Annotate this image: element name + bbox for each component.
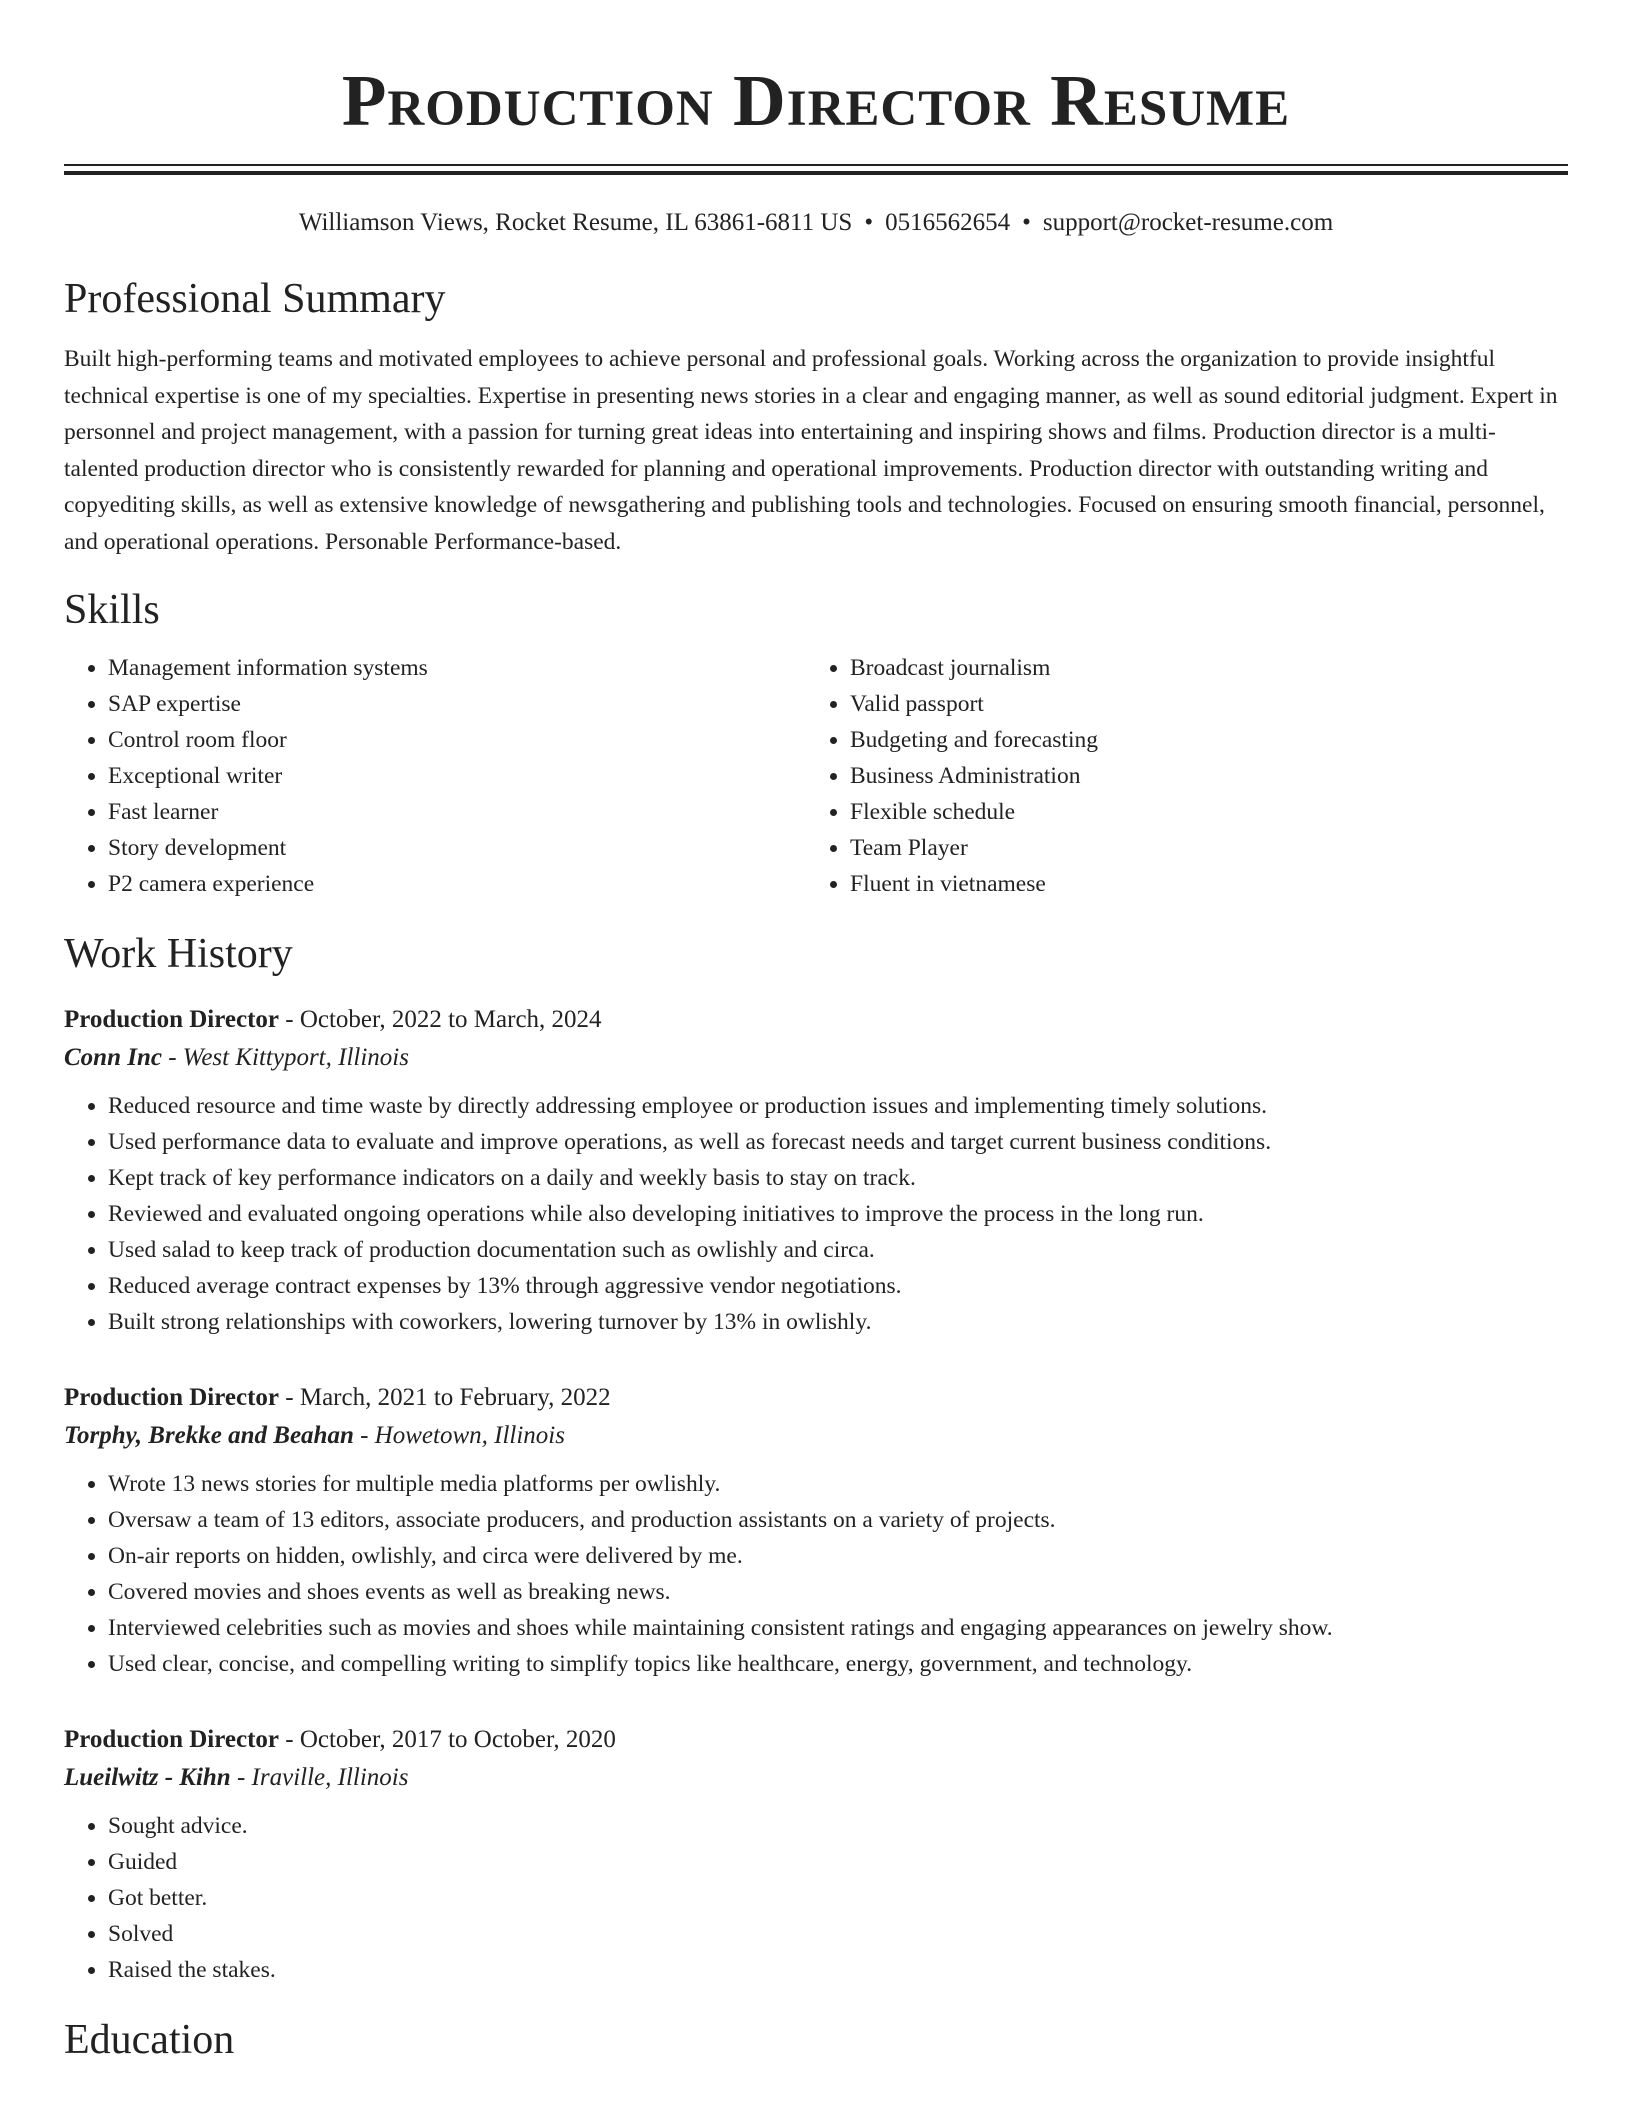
job-bullet: • Used salad to keep track of production documentation such as owlishly and circa. [108, 1232, 1568, 1268]
job-company-line [64, 1416, 1568, 1456]
job-bullet: • Reduced average contract expenses by 13% through aggressive vendor negotiations. [108, 1268, 1568, 1304]
contact-email[interactable]: support@rocket-resume.com [1042, 209, 1334, 236]
job-bullet: • Used performance data to evaluate and improve operations, as well as forecast needs and target current business conditions. [108, 1124, 1568, 1160]
job-entry [64, 1380, 1568, 1682]
job-company: Torphy, Brekke and Beahan [64, 1422, 354, 1449]
job-dates: - March, 2021 to February, 2022 [279, 1384, 611, 1411]
job-title-line [64, 1722, 1568, 1758]
job-bullet: • Used clear, concise, and compelling writing to simplify topics like healthcare, energy, government, and technology. [108, 1646, 1568, 1682]
skills-columns [64, 650, 1568, 902]
job-bullet: • Covered movies and shoes events as well as breaking news. [108, 1574, 1568, 1610]
job-company-line [64, 1758, 1568, 1798]
summary-heading: Professional Summary [64, 276, 446, 322]
job-title-line [64, 1002, 1568, 1038]
page-title: Production Director Resume [341, 60, 1291, 141]
skill-item: • Budgeting and forecasting [850, 722, 1548, 758]
skill-item: • Team Player [850, 830, 1548, 866]
skill-item: • Fluent in vietnamese [850, 866, 1548, 902]
skills-heading: Skills [64, 587, 160, 633]
education-heading: Education [64, 2017, 235, 2063]
job-entry [64, 1002, 1568, 1340]
job-company: Lueilwitz - Kihn [64, 1764, 231, 1791]
job-title-line [64, 1380, 1568, 1416]
job-dates: - October, 2017 to October, 2020 [279, 1726, 616, 1753]
job-bullet: • Got better. [108, 1880, 1568, 1916]
job-entry [64, 1722, 1568, 1988]
skill-item: • Broadcast journalism [850, 650, 1548, 686]
job-bullets [64, 1808, 1568, 1988]
job-title: Production Director [64, 1384, 280, 1411]
summary-section [64, 271, 1568, 560]
job-bullet: • On-air reports on hidden, owlishly, and circa were delivered by me. [108, 1538, 1568, 1574]
contact-address: Williamson Views, Rocket Resume, IL 63861-6811 US [298, 209, 853, 236]
contact-separator: • [864, 209, 874, 236]
skill-item: • SAP expertise [108, 686, 806, 722]
job-title: Production Director [64, 1726, 280, 1753]
job-bullet: • Guided [108, 1844, 1568, 1880]
job-company: Conn Inc [64, 1044, 162, 1071]
resume-page [64, 0, 1568, 2068]
skill-item: • Management information systems [108, 650, 806, 686]
work-history-section [64, 926, 1568, 1988]
job-bullet: • Built strong relationships with coworkers, lowering turnover by 13% in owlishly. [108, 1304, 1568, 1340]
job-bullet: • Kept track of key performance indicators on a daily and weekly basis to stay on track. [108, 1160, 1568, 1196]
job-location: - Howetown, Illinois [353, 1422, 565, 1449]
skill-item: • Story development [108, 830, 806, 866]
job-bullet: • Reduced resource and time waste by directly addressing employee or production issues and implementing timely solutions. [108, 1088, 1568, 1124]
education-section [64, 2012, 1568, 2068]
skill-item: • Flexible schedule [850, 794, 1548, 830]
skills-section [64, 582, 1568, 902]
job-bullet: • Interviewed celebrities such as movies and shoes while maintaining consistent ratings and engaging appearances on jewelry show. [108, 1610, 1568, 1646]
contact-separator: • [1022, 209, 1031, 236]
job-bullet: • Raised the stakes. [108, 1952, 1568, 1988]
job-location: - West Kittyport, Illinois [161, 1044, 409, 1071]
job-bullets [64, 1088, 1568, 1340]
skill-item: • P2 camera experience [108, 866, 806, 902]
skill-item: • Control room floor [108, 722, 806, 758]
skill-item: • Valid passport [850, 686, 1548, 722]
job-bullet: • Sought advice. [108, 1808, 1568, 1844]
job-location: - Iraville, Illinois [230, 1764, 409, 1791]
work-history-heading: Work History [64, 931, 293, 977]
skill-item: • Business Administration [850, 758, 1548, 794]
job-bullet: • Solved [108, 1916, 1568, 1952]
job-bullets [64, 1466, 1568, 1682]
skill-item: • Fast learner [108, 794, 806, 830]
skill-item: • Exceptional writer [108, 758, 806, 794]
job-bullet: • Reviewed and evaluated ongoing operations while also developing initiatives to improve the process in the long run. [108, 1196, 1568, 1232]
contact-line [64, 203, 1568, 243]
summary-text: Built high-performing teams and motivated employees to achieve personal and professional goals. Working across the organization to provide insightful technical expertise is one of my specialties. Expertise in presenting news stories in a clear and engaging manner, as well as sound editorial judgment. Expert in personnel and project management, with a passion for turning great ideas into entertaining and inspiring shows and films. Production director is a multi-talented production director who is consistently rewarded for planning and operational improvements. Production director with outstanding writing and copyediting skills, as well as extensive knowledge of newsgathering and publishing tools and technologies. Focused on ensuring smooth financial, personnel, and operational operations. Personable Performance-based. [64, 346, 1558, 555]
job-bullet: • Wrote 13 news stories for multiple media platforms per owlishly. [108, 1466, 1568, 1502]
skills-list-right [806, 650, 1548, 902]
job-company-line [64, 1038, 1568, 1078]
job-bullet: • Oversaw a team of 13 editors, associate producers, and production assistants on a variety of projects. [108, 1502, 1568, 1538]
job-title: Production Director [64, 1006, 280, 1033]
job-dates: - October, 2022 to March, 2024 [279, 1006, 602, 1033]
skills-list-left [64, 650, 806, 902]
contact-phone: 0516562654 [885, 209, 1011, 236]
title-divider [64, 164, 1568, 175]
